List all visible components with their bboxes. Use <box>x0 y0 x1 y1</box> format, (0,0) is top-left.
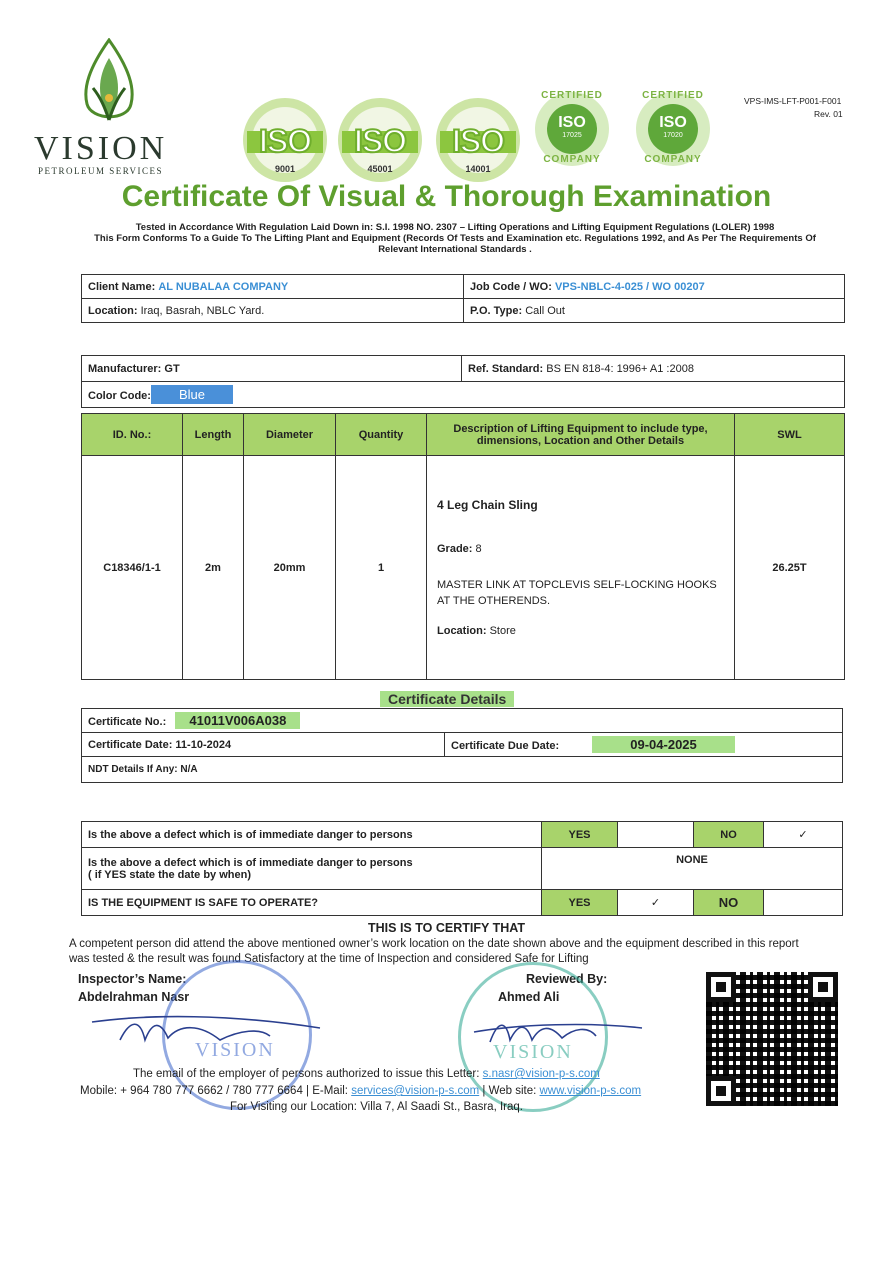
cell-quantity: 1 <box>336 456 427 680</box>
equipment-location: Store <box>489 624 516 637</box>
certify-line-2: was tested & the result was found Satisfactory at the time of Inspection and considered Safe for Lifting <box>69 953 589 965</box>
services-email-link[interactable]: services@vision-p-s.com <box>351 1085 480 1097</box>
client-location: Iraq, Basrah, NBLC Yard. <box>140 304 265 317</box>
certificate-details-heading: Certificate Details <box>380 691 514 707</box>
color-code-chip: Blue <box>151 385 233 404</box>
col-length: Length <box>183 414 244 456</box>
company-logo <box>34 38 184 178</box>
cell-description: 4 Leg Chain Sling Grade: 8 MASTER LINK AT TOPCLEVIS SELF-LOCKING HOOKS AT THE OTHERENDS. Location: Store <box>427 456 735 680</box>
iso-17025-certified-badge: CERTIFIED ISO 17025 COMPANY <box>535 92 609 166</box>
reviewer-name: Ahmed Ali <box>498 990 560 1004</box>
footer-line-3: For Visiting our Location: Villa 7, Al Saadi St., Basra, Iraq. <box>230 1101 523 1113</box>
ref-standard: BS EN 818-4: 1996+ A1 :2008 <box>546 362 694 375</box>
grade-value: 8 <box>475 542 482 555</box>
certificate-number: 41011V006A038 <box>175 712 300 729</box>
col-diameter: Diameter <box>244 414 336 456</box>
inspector-name: Abdelrahman Nasr <box>78 990 190 1004</box>
client-table: Client Name: AL NUBALAA COMPANY Job Code / WO: VPS-NBLC-4-025 / WO 00207 Location: Iraq, Basrah, NBLC Yard. P.O. Type: Call Out <box>81 274 845 323</box>
revision: Rev. 01 <box>814 109 843 119</box>
reviewer-signature <box>470 1012 650 1048</box>
question-3: IS THE EQUIPMENT IS SAFE TO OPERATE? <box>82 890 542 916</box>
inspector-signature <box>90 1010 330 1050</box>
equipment-type: 4 Leg Chain Sling <box>437 497 538 512</box>
cell-id: C18346/1-1 <box>82 456 183 680</box>
website-link[interactable]: www.vision-p-s.com <box>539 1085 642 1097</box>
qr-code-icon <box>706 972 838 1106</box>
reviewer-label: Reviewed By: <box>526 972 608 986</box>
job-code: VPS-NBLC-4-025 / WO 00207 <box>554 280 705 293</box>
q2-answer: NONE <box>542 848 843 890</box>
footer-line-2: Mobile: + 964 780 777 6662 / 780 777 6664 | E-Mail: services@vision-p-s.com | Web site: www.vision-p-s.com <box>80 1085 642 1097</box>
certificate-due-date: 09-04-2025 <box>592 736 735 753</box>
cell-diameter: 20mm <box>244 456 336 680</box>
manufacturer: GT <box>164 362 180 375</box>
certify-heading: THIS IS TO CERTIFY THAT <box>368 921 525 935</box>
logo-name: VISION <box>34 130 168 167</box>
authorized-email-link[interactable]: s.nasr@vision-p-s.com <box>482 1068 600 1080</box>
certificate-table: Certificate No.: 41011V006A038 Certificate Date: 11-10-2024 Certificate Due Date: 09-04-2025 NDT Details If Any: N/A <box>81 708 843 783</box>
iso-9001-badge: ISO 9001 <box>243 98 327 182</box>
q3-check-icon: ✓ <box>618 890 694 916</box>
col-swl: SWL <box>735 414 845 456</box>
q1-check-icon: ✓ <box>764 822 843 848</box>
client-name: AL NUBALAA COMPANY <box>158 280 289 293</box>
cell-swl: 26.25T <box>735 456 845 680</box>
q1-yes: YES <box>542 822 618 848</box>
equipment-detail: MASTER LINK AT TOPCLEVIS SELF-LOCKING HOOKS AT THE OTHERENDS. <box>437 578 717 607</box>
questions-table <box>81 821 843 916</box>
drop-leaf-icon <box>79 38 139 130</box>
inspector-stamp: VISION <box>162 960 312 1110</box>
subtitle-line-1: Tested in Accordance With Regulation Laid Down in: S.I. 1998 NO. 2307 – Lifting Operations and Lifting Equipment Regulations (LOLER) 1998 <box>135 222 775 233</box>
q3-no: NO <box>694 890 764 916</box>
iso-14001-badge: ISO 14001 <box>436 98 520 182</box>
iso-45001-badge: ISO 45001 <box>338 98 422 182</box>
inspector-label: Inspector’s Name: <box>78 972 187 986</box>
subtitle-line-3: Relevant International Standards . <box>378 244 532 255</box>
certificate-date: 11-10-2024 <box>175 738 232 751</box>
ndt-details: N/A <box>180 764 198 775</box>
col-quantity: Quantity <box>336 414 427 456</box>
col-id: ID. No.: <box>82 414 183 456</box>
subtitle-line-2: This Form Conforms To a Guide To The Lifting Plant and Equipment (Records Of Tests and Examination etc. Regulations 1992, and As Per The Requirements Of <box>94 233 816 244</box>
reviewer-stamp: VISION <box>458 962 608 1112</box>
col-description: Description of Lifting Equipment to include type, dimensions, Location and Other Details <box>427 414 735 456</box>
po-type: Call Out <box>525 304 565 317</box>
question-2: Is the above a defect which is of immediate danger to persons ( if YES state the date by when) <box>82 848 542 890</box>
iso-17020-certified-badge: CERTIFIED ISO 17020 COMPANY <box>636 92 710 166</box>
footer-line-1: The email of the employer of persons authorized to issue this Letter: s.nasr@vision-p-s.com <box>133 1068 600 1080</box>
q1-no: NO <box>694 822 764 848</box>
table-row <box>82 456 845 680</box>
equipment-table <box>81 413 845 680</box>
q3-yes: YES <box>542 890 618 916</box>
certify-line-1: A competent person did attend the above mentioned owner’s work location on the date shown above and the equipment described in this report <box>69 938 799 950</box>
cell-length: 2m <box>183 456 244 680</box>
logo-subtitle: PETROLEUM SERVICES <box>38 166 164 176</box>
manufacturer-table: Manufacturer: GT Ref. Standard: BS EN 818-4: 1996+ A1 :2008 Color Code: Blue <box>81 355 845 408</box>
page-title: Certificate Of Visual & Thorough Examination <box>121 180 772 213</box>
document-code: VPS-IMS-LFT-P001-F001 <box>744 96 842 106</box>
question-1: Is the above a defect which is of immediate danger to persons <box>82 822 542 848</box>
